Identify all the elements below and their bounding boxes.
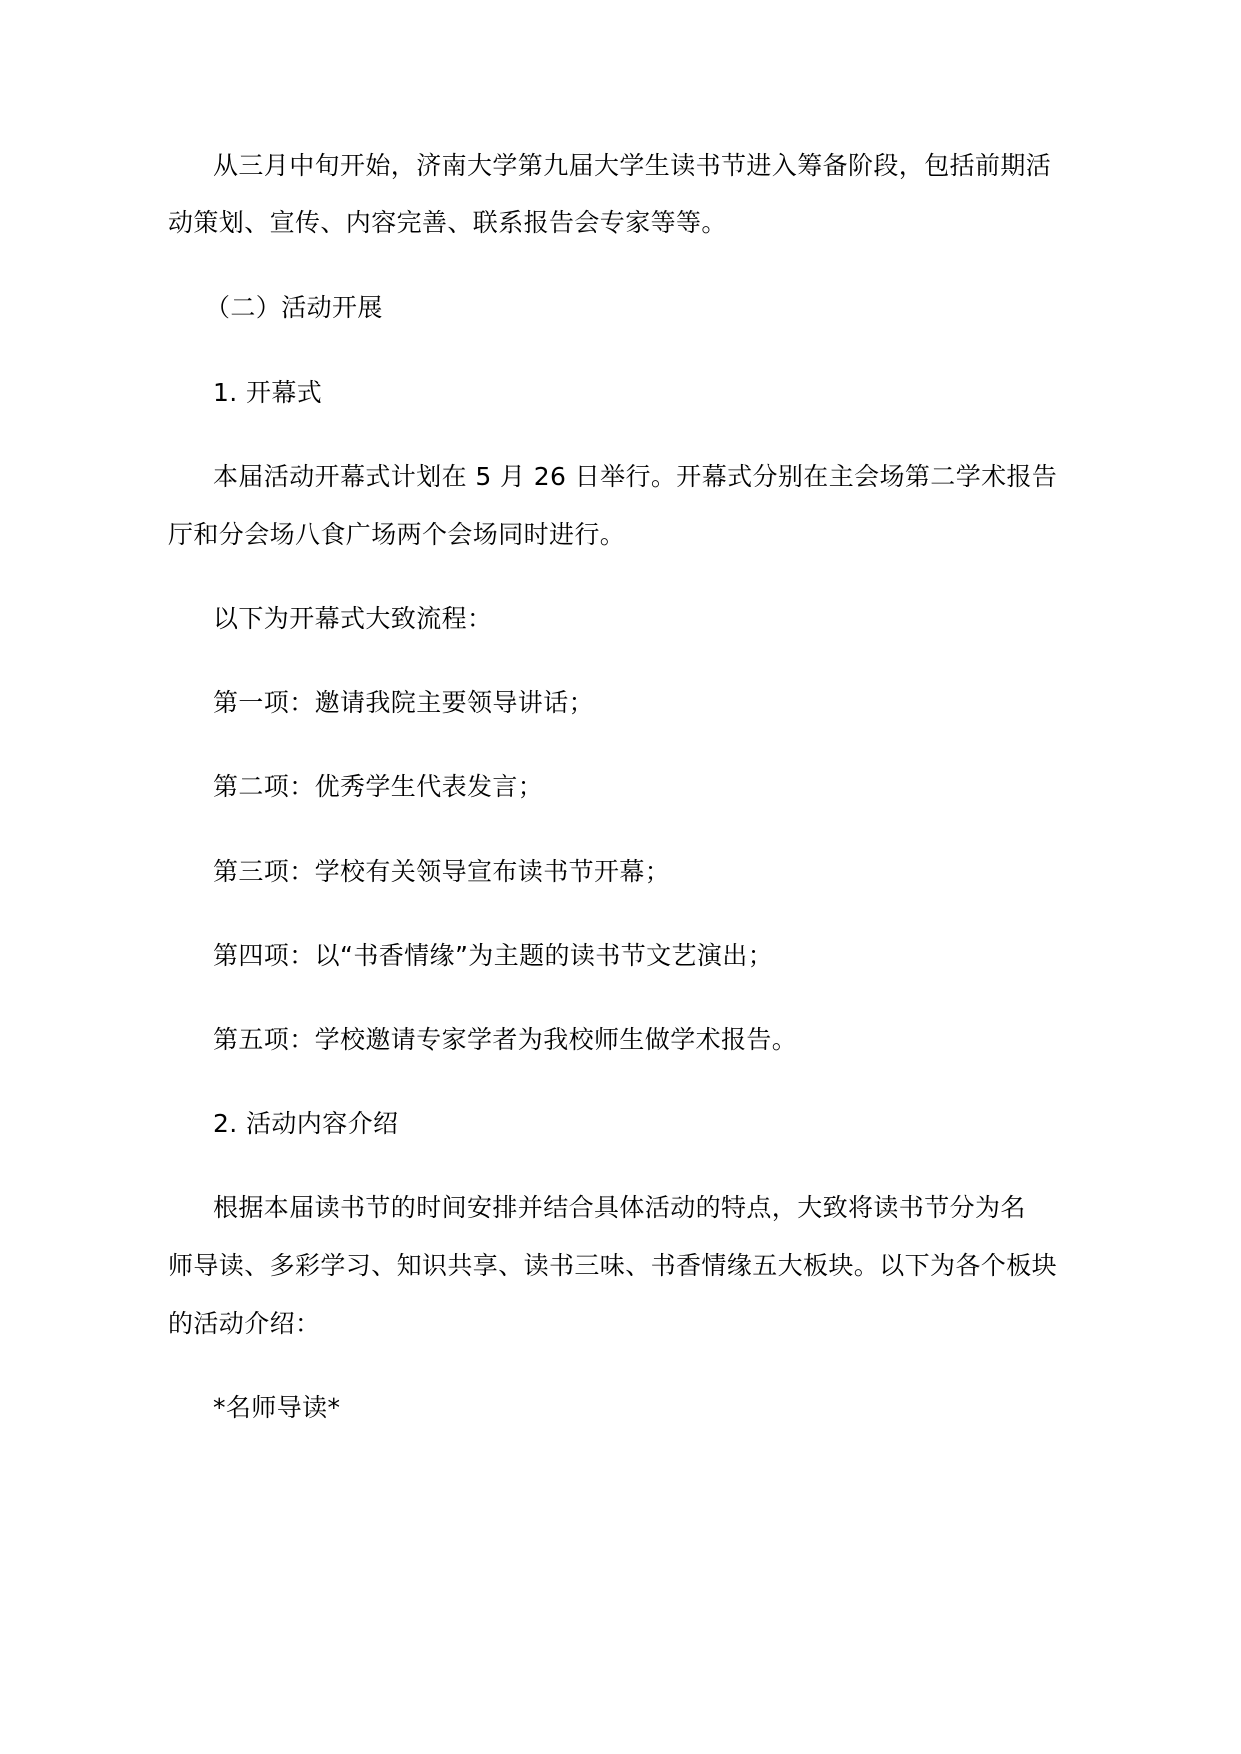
item-1-heading: 1. 开幕式 — [213, 378, 323, 407]
paragraph-2-line-2: 厅和分会场八食广场两个会场同时进行。 — [168, 520, 626, 549]
section-heading: （二）活动开展 — [205, 293, 383, 322]
flow-step-3: 第三项：学校有关领导宣布读书节开幕； — [213, 857, 671, 886]
block-heading: *名师导读* — [213, 1393, 341, 1422]
paragraph-3-line-3: 的活动介绍： — [168, 1309, 321, 1338]
flow-step-2: 第二项：优秀学生代表发言； — [213, 772, 544, 801]
paragraph-3-line-1: 根据本届读书节的时间安排并结合具体活动的特点，大致将读书节分为名 — [213, 1193, 1026, 1222]
paragraph-3-line-2: 师导读、多彩学习、知识共享、读书三味、书香情缘五大板块。以下为各个板块 — [168, 1251, 1058, 1280]
paragraph-2-line-1: 本届活动开幕式计划在 5 月 26 日举行。开幕式分别在主会场第二学术报告 — [213, 462, 1058, 491]
flow-step-5: 第五项：学校邀请专家学者为我校师生做学术报告。 — [213, 1025, 798, 1054]
flow-step-1: 第一项：邀请我院主要领导讲话； — [213, 688, 595, 717]
item-2-heading: 2. 活动内容介绍 — [213, 1109, 399, 1138]
flow-step-4: 第四项：以“书香情缘”为主题的读书节文艺演出； — [213, 941, 774, 970]
paragraph-1-line-1: 从三月中旬开始，济南大学第九届大学生读书节进入筹备阶段，包括前期活 — [213, 151, 1052, 180]
flow-intro: 以下为开幕式大致流程： — [213, 604, 493, 633]
paragraph-1-line-2: 动策划、宣传、内容完善、联系报告会专家等等。 — [168, 208, 727, 237]
